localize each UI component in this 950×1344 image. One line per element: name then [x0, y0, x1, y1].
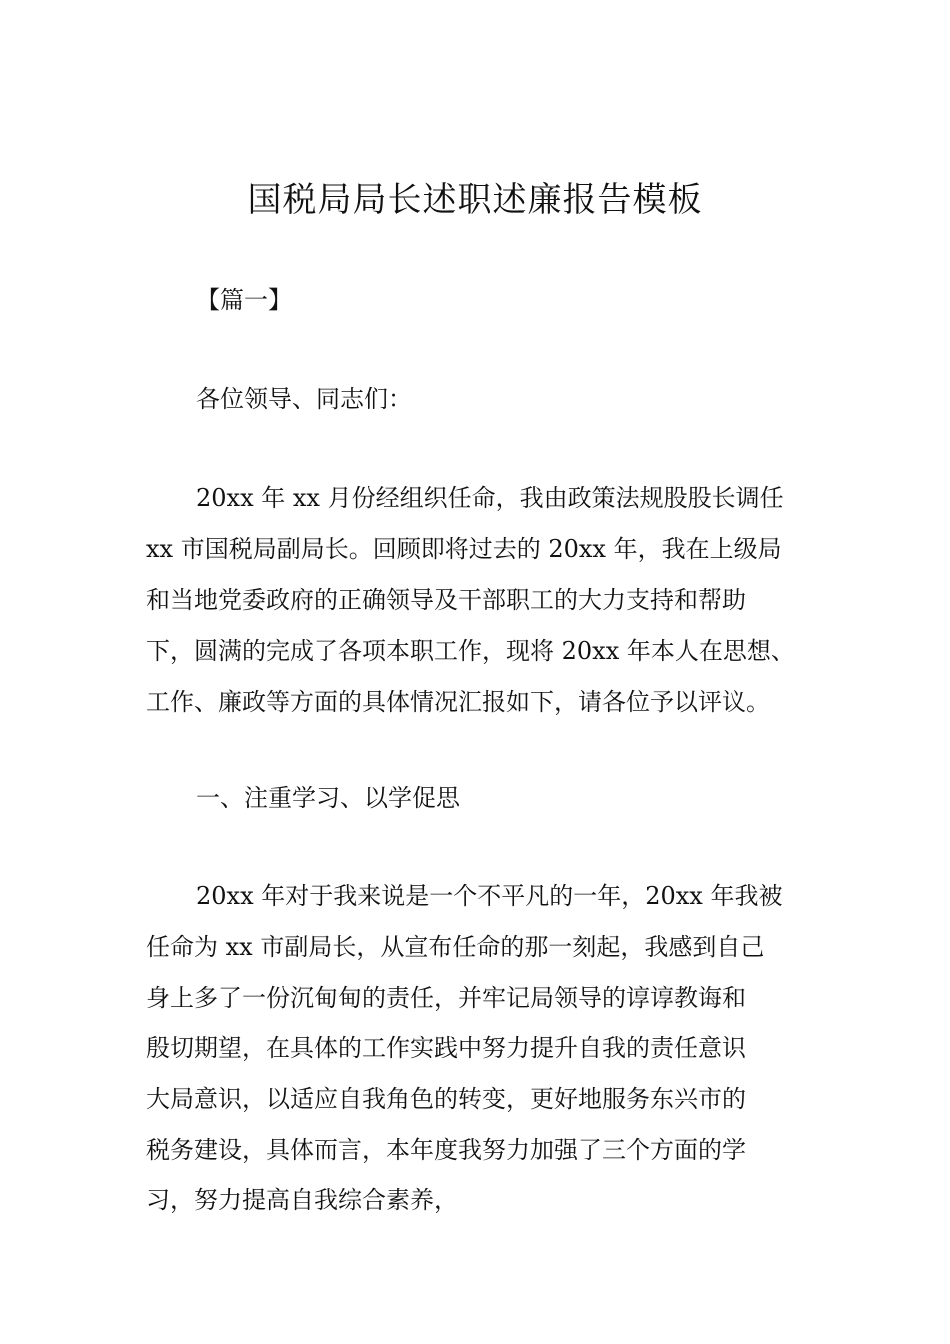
paragraph2-line: 20xx 年对于我来说是一个不平凡的一年，20xx 年我被	[196, 882, 783, 910]
paragraph1-line: 下，圆满的完成了各项本职工作，现将 20xx 年本人在思想、	[146, 637, 795, 665]
paragraph1-line: xx 市国税局副局长。回顾即将过去的 20xx 年，我在上级局	[146, 535, 782, 563]
document-title: 国税局局长述职述廉报告模板	[247, 180, 703, 220]
paragraph2-line: 习，努力提高自我综合素养，	[146, 1186, 458, 1214]
paragraph2-line: 身上多了一份沉甸甸的责任，并牢记局领导的谆谆教诲和	[146, 984, 746, 1012]
paragraph1-line: 工作、廉政等方面的具体情况汇报如下，请各位予以评议。	[146, 688, 770, 716]
paragraph1-line: 和当地党委政府的正确领导及干部职工的大力支持和帮助	[146, 586, 746, 614]
salutation: 各位领导、同志们：	[196, 385, 412, 413]
paragraph2-line: 殷切期望，在具体的工作实践中努力提升自我的责任意识	[146, 1034, 746, 1062]
section-label: 【篇一】	[196, 286, 292, 314]
paragraph2-line: 大局意识，以适应自我角色的转变，更好地服务东兴市的	[146, 1085, 746, 1113]
section-heading: 一、注重学习、以学促思	[196, 784, 460, 812]
paragraph2-line: 任命为 xx 市副局长，从宣布任命的那一刻起，我感到自己	[146, 933, 765, 961]
paragraph2-line: 税务建设，具体而言，本年度我努力加强了三个方面的学	[146, 1136, 746, 1164]
paragraph1-line: 20xx 年 xx 月份经组织任命，我由政策法规股股长调任	[196, 484, 784, 512]
